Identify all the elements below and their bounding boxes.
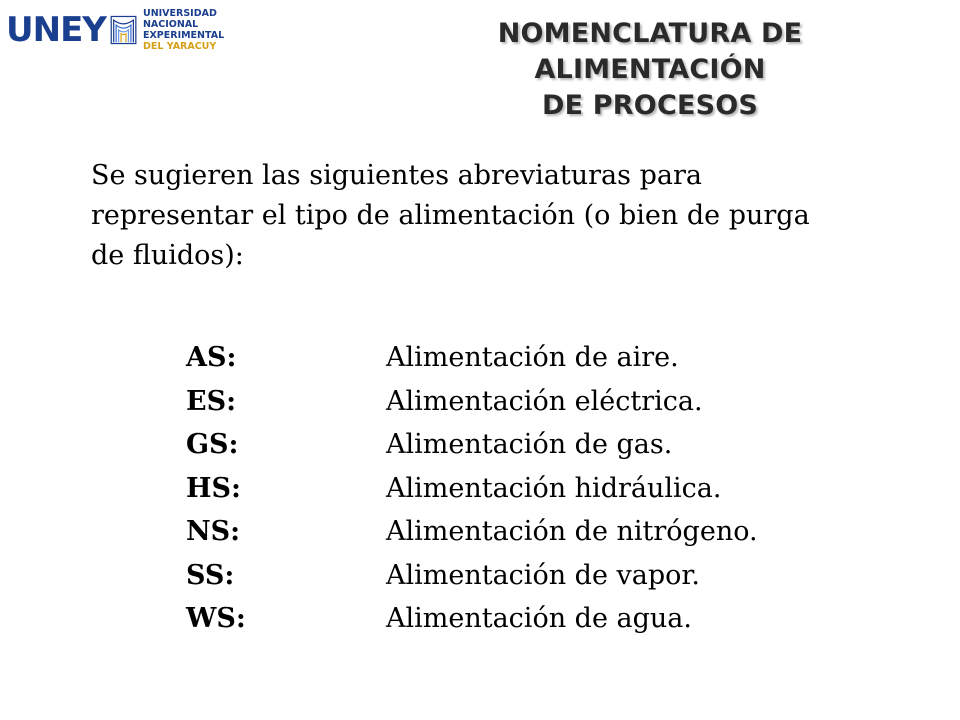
page-title	[380, 16, 920, 124]
item-description: Alimentación de nitrógeno.	[386, 516, 758, 547]
item-code: ES:	[186, 385, 237, 417]
logo-line2-a: EXPERIMENTAL	[142, 30, 225, 41]
title-line-2: DE PROCESOS	[541, 90, 759, 121]
item-code: NS:	[186, 516, 241, 547]
logo-line2-b: DEL YARACUY	[142, 41, 217, 52]
item-description: Alimentación eléctrica.	[386, 385, 703, 417]
list-item	[186, 554, 758, 598]
item-description: Alimentación de agua.	[386, 603, 692, 634]
list-item	[186, 510, 758, 554]
item-description: Alimentación hidráulica.	[386, 472, 722, 504]
abbreviation-list	[186, 336, 758, 641]
logo-line1-b: NACIONAL	[142, 19, 199, 30]
list-item	[186, 467, 758, 511]
title-line-1: NOMENCLATURA DE ALIMENTACIÓN	[497, 18, 803, 85]
item-description: Alimentación de vapor.	[386, 559, 700, 591]
item-code: SS:	[186, 559, 235, 591]
list-item	[186, 597, 758, 641]
item-description: Alimentación de gas.	[386, 429, 673, 460]
list-item	[186, 336, 758, 380]
list-item	[186, 423, 758, 467]
item-code: GS:	[186, 429, 239, 460]
intro-paragraph: Se sugieren las siguientes abreviaturas para representar el tipo de alimentación (o bien de purga de fluidos):	[91, 160, 810, 271]
university-logo	[0, 0, 240, 60]
logo-line1-a: UNIVERSIDAD	[142, 8, 217, 19]
item-code: HS:	[186, 472, 241, 504]
item-code: AS:	[186, 342, 237, 373]
logo-university-name	[143, 8, 240, 52]
logo-brand: UNEY	[6, 10, 106, 50]
university-emblem-icon	[110, 4, 137, 56]
list-item	[186, 380, 758, 424]
item-description: Alimentación de aire.	[386, 342, 679, 373]
item-code: WS:	[186, 603, 246, 634]
